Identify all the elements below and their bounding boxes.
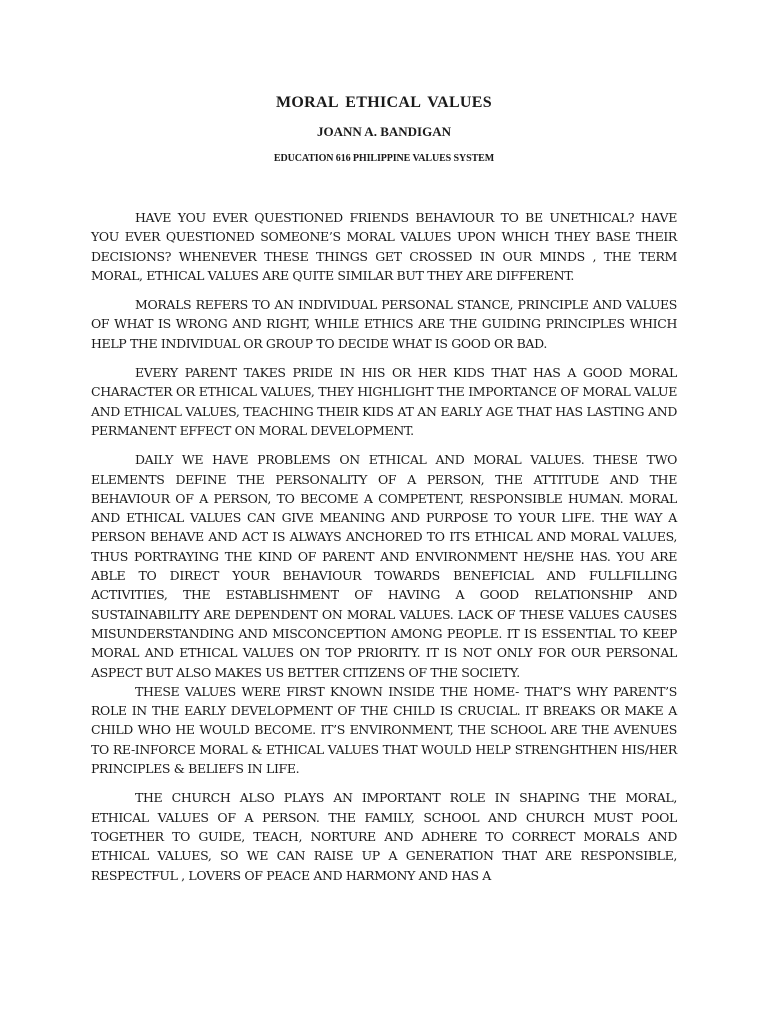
paragraph-1: HAVE YOU EVER QUESTIONED FRIENDS BEHAVIOUR TO BE UNETHICAL? HAVE YOU EVER QUESTIONED SOMEONE’S MORAL VALUES UPON WHICH THEY BASE THEIR DECISIONS? WHENEVER THESE THINGS GET CROSSED IN OUR MINDS , THE TERM MORAL, ETHICAL VALUES ARE QUITE SIMILAR BUT THEY ARE DIFFERENT.	[91, 210, 677, 283]
paragraph-4: DAILY WE HAVE PROBLEMS ON ETHICAL AND MORAL VALUES. THESE TWO ELEMENTS DEFINE THE PERSONALITY OF A PERSON, THE ATTITUDE AND THE BEHAVIOUR OF A PERSON, TO BECOME A COMPETENT, RESPONSIBLE HUMAN. MORAL AND ETHICAL VALUES CAN GIVE MEANING AND PURPOSE TO YOUR LIFE. THE WAY A PERSON BEHAVE AND ACT IS ALWAYS ANCHORED TO ITS ETHICAL AND MORAL VALUES, THUS PORTRAYING THE KIND OF PARENT AND ENVIRONMENT HE/SHE HAS. YOU ARE ABLE TO DIRECT YOUR BEHAVIOUR TOWARDS BENEFICIAL AND FULLFILLING ACTIVITIES, THE ESTABLISHMENT OF HAVING A GOOD RELATIONSHIP AND SUSTAINABILITY ARE DEPENDENT ON MORAL VALUES. LACK OF THESE VALUES CAUSES MISUNDERSTANDING AND MISCONCEPTION AMONG PEOPLE. IT IS ESSENTIAL TO KEEP MORAL AND ETHICAL VALUES ON TOP PRIORITY. IT IS NOT ONLY FOR OUR PERSONAL ASPECT BUT ALSO MAKES US BETTER CITIZENS OF THE SOCIETY.	[91, 452, 677, 680]
paragraph-5: THESE VALUES WERE FIRST KNOWN INSIDE THE HOME- THAT’S WHY PARENT’S ROLE IN THE EARLY DEVELOPMENT OF THE CHILD IS CRUCIAL. IT BREAKS OR MAKE A CHILD WHO HE WOULD BECOME. IT’S ENVIRONMENT, THE SCHOOL ARE THE AVENUES TO RE-INFORCE MORAL & ETHICAL VALUES THAT WOULD HELP STRENGHTHEN HIS/HER PRINCIPLES & BELIEFS IN LIFE.	[91, 683, 677, 777]
paragraph-2: MORALS REFERS TO AN INDIVIDUAL PERSONAL STANCE, PRINCIPLE AND VALUES OF WHAT IS WRONG AND RIGHT, WHILE ETHICS ARE THE GUIDING PRINCIPLES WHICH HELP THE INDIVIDUAL OR GROUP TO DECIDE WHAT IS GOOD OR BAD.	[91, 297, 677, 351]
paragraph-6: THE CHURCH ALSO PLAYS AN IMPORTANT ROLE IN SHAPING THE MORAL, ETHICAL VALUES OF A PERSON. THE FAMILY, SCHOOL AND CHURCH MUST POOL TOGETHER TO GUIDE, TEACH, NORTURE AND ADHERE TO CORRECT MORALS AND ETHICAL VALUES, SO WE CAN RAISE UP A GENERATION THAT ARE RESPONSIBLE, RESPECTFUL , LOVERS OF PEACE AND HARMONY AND HAS A	[91, 790, 677, 883]
paragraph-3: EVERY PARENT TAKES PRIDE IN HIS OR HER KIDS THAT HAS A GOOD MORAL CHARACTER OR ETHICAL VALUES, THEY HIGHLIGHT THE IMPORTANCE OF MORAL VALUE AND ETHICAL VALUES, TEACHING THEIR KIDS AT AN EARLY AGE THAT HAS LASTING AND PERMANENT EFFECT ON MORAL DEVELOPMENT.	[91, 365, 677, 438]
document-body	[91, 208, 677, 895]
document-course: EDUCATION 616 PHILIPPINE VALUES SYSTEM	[273, 153, 495, 164]
document-author: JOANN A. BANDIGAN	[317, 124, 451, 139]
document-title: MORAL ETHICAL VALUES	[276, 94, 492, 111]
